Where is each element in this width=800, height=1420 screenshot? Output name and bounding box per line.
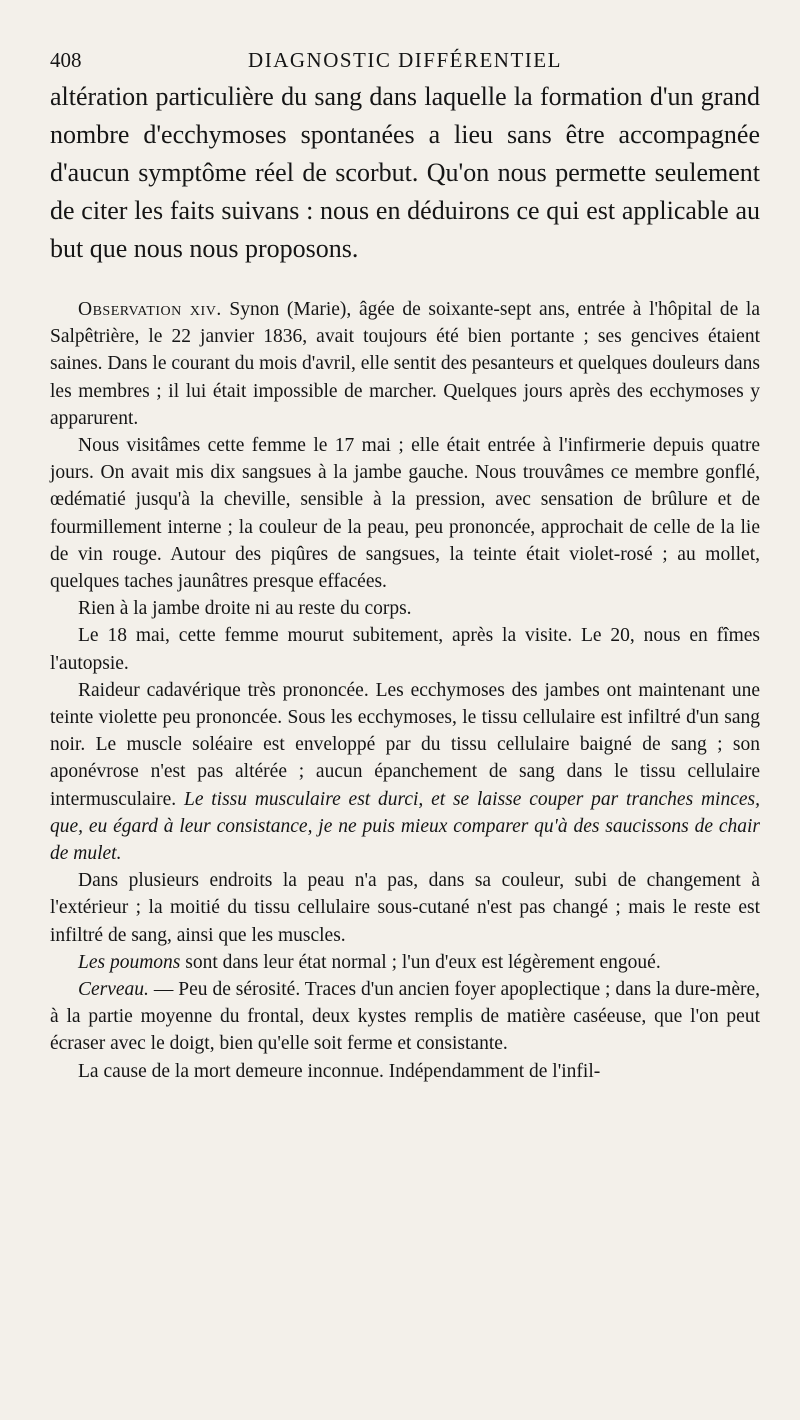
observation-paragraph-2: Nous visitâmes cette femme le 17 mai ; elle était entrée à l'infirmerie depuis quatre jours. On avait mis dix sangsues à la jambe gauche. Nous trouvâmes ce membre gonflé, œdématié jusqu'à la cheville, sensible à la pression, avec sensation de brûlure et de fourmillement interne ; la couleur de la peau, peu prononcée, approchait de celle de la lie de vin rouge. Autour des piqûres de sangsues, la teinte était violet-rosé ; au mollet, quelques taches jaunâtres presque effacées. [50, 435, 760, 593]
observation-paragraph-3: Rien à la jambe droite ni au reste du corps. [78, 598, 412, 620]
brain-text: — Peu de sérosité. Traces d'un ancien foyer apoplectique ; dans la dure-mère, à la partie moyenne du frontal, deux kystes remplis de matière caséeuse, que l'on peut écraser avec le doigt, bien qu'elle soit ferme et consistante. [50, 979, 761, 1055]
autopsy-italic-text: Le tissu musculaire est durci, et se laisse couper par tranches minces, que, eu égard à leur consistance, je ne puis mieux comparer qu'à des saucissons de chair de mulet. [50, 788, 760, 865]
autopsy-text: Raideur cadavérique très prononcée. Les ecchymoses des jambes ont maintenant une teinte violette peu prononcée. Sous les ecchymoses, le tissu cellulaire est infiltré d'un sang noir. Le muscle soléaire est enveloppé par du tissu cellulaire baigné de sang ; son aponévrose n'est pas altérée ; aucun épanchement de sang dans le tissu cellulaire intermusculaire. [50, 679, 760, 810]
observation-block [50, 296, 760, 1085]
observation-paragraph-1 [50, 296, 760, 432]
observation-paragraph-5 [50, 677, 760, 867]
observation-paragraph-9: La cause de la mort demeure inconnue. Indépendamment de l'infil- [78, 1060, 601, 1082]
lungs-text: sont dans leur état normal ; l'un d'eux est légèrement engoué. [185, 951, 661, 973]
brain-label: Cerveau. [78, 979, 149, 1001]
observation-paragraph-7 [50, 949, 760, 976]
observation-paragraph-6: Dans plusieurs endroits la peau n'a pas, dans sa couleur, subi de changement à l'extérieur ; la moitié du tissu cellulaire sous-cutané n'est pas changé ; mais le reste est infiltré de sang, ainsi que les muscles. [50, 870, 760, 946]
intro-paragraph [50, 78, 760, 268]
page-number: 408 [50, 48, 82, 72]
running-head [50, 38, 760, 78]
lungs-label: Les poumons [78, 951, 181, 973]
running-title: DIAGNOSTIC DIFFÉRENTIEL [248, 48, 562, 72]
intro-text: altération particulière du sang dans laquelle la formation d'un grand nombre d'ecchymoses spontanées a lieu sans être accompagnée d'aucun symptôme réel de scorbut. Qu'on nous permette seulement de citer les faits suivans : nous en déduirons ce qui est applicable au but que nous nous proposons. [50, 82, 760, 263]
observation-paragraph-4: Le 18 mai, cette femme mourut subitement, après la visite. Le 20, nous en fîmes l'autopsie. [50, 625, 760, 674]
observation-heading: Observation xiv. [78, 299, 222, 320]
observation-text-1: Synon (Marie), âgée de soixante-sept ans, entrée à l'hôpital de la Salpêtrière, le 22 janvier 1836, avait toujours été bien portante ; ses gencives étaient saines. Dans le courant du mois d'avril, elle sentit des pesanteurs et quelques douleurs dans les membres ; il lui était impossible de marcher. Quelques jours après des ecchymoses y apparurent. [50, 299, 760, 429]
observation-paragraph-8 [50, 976, 760, 1058]
